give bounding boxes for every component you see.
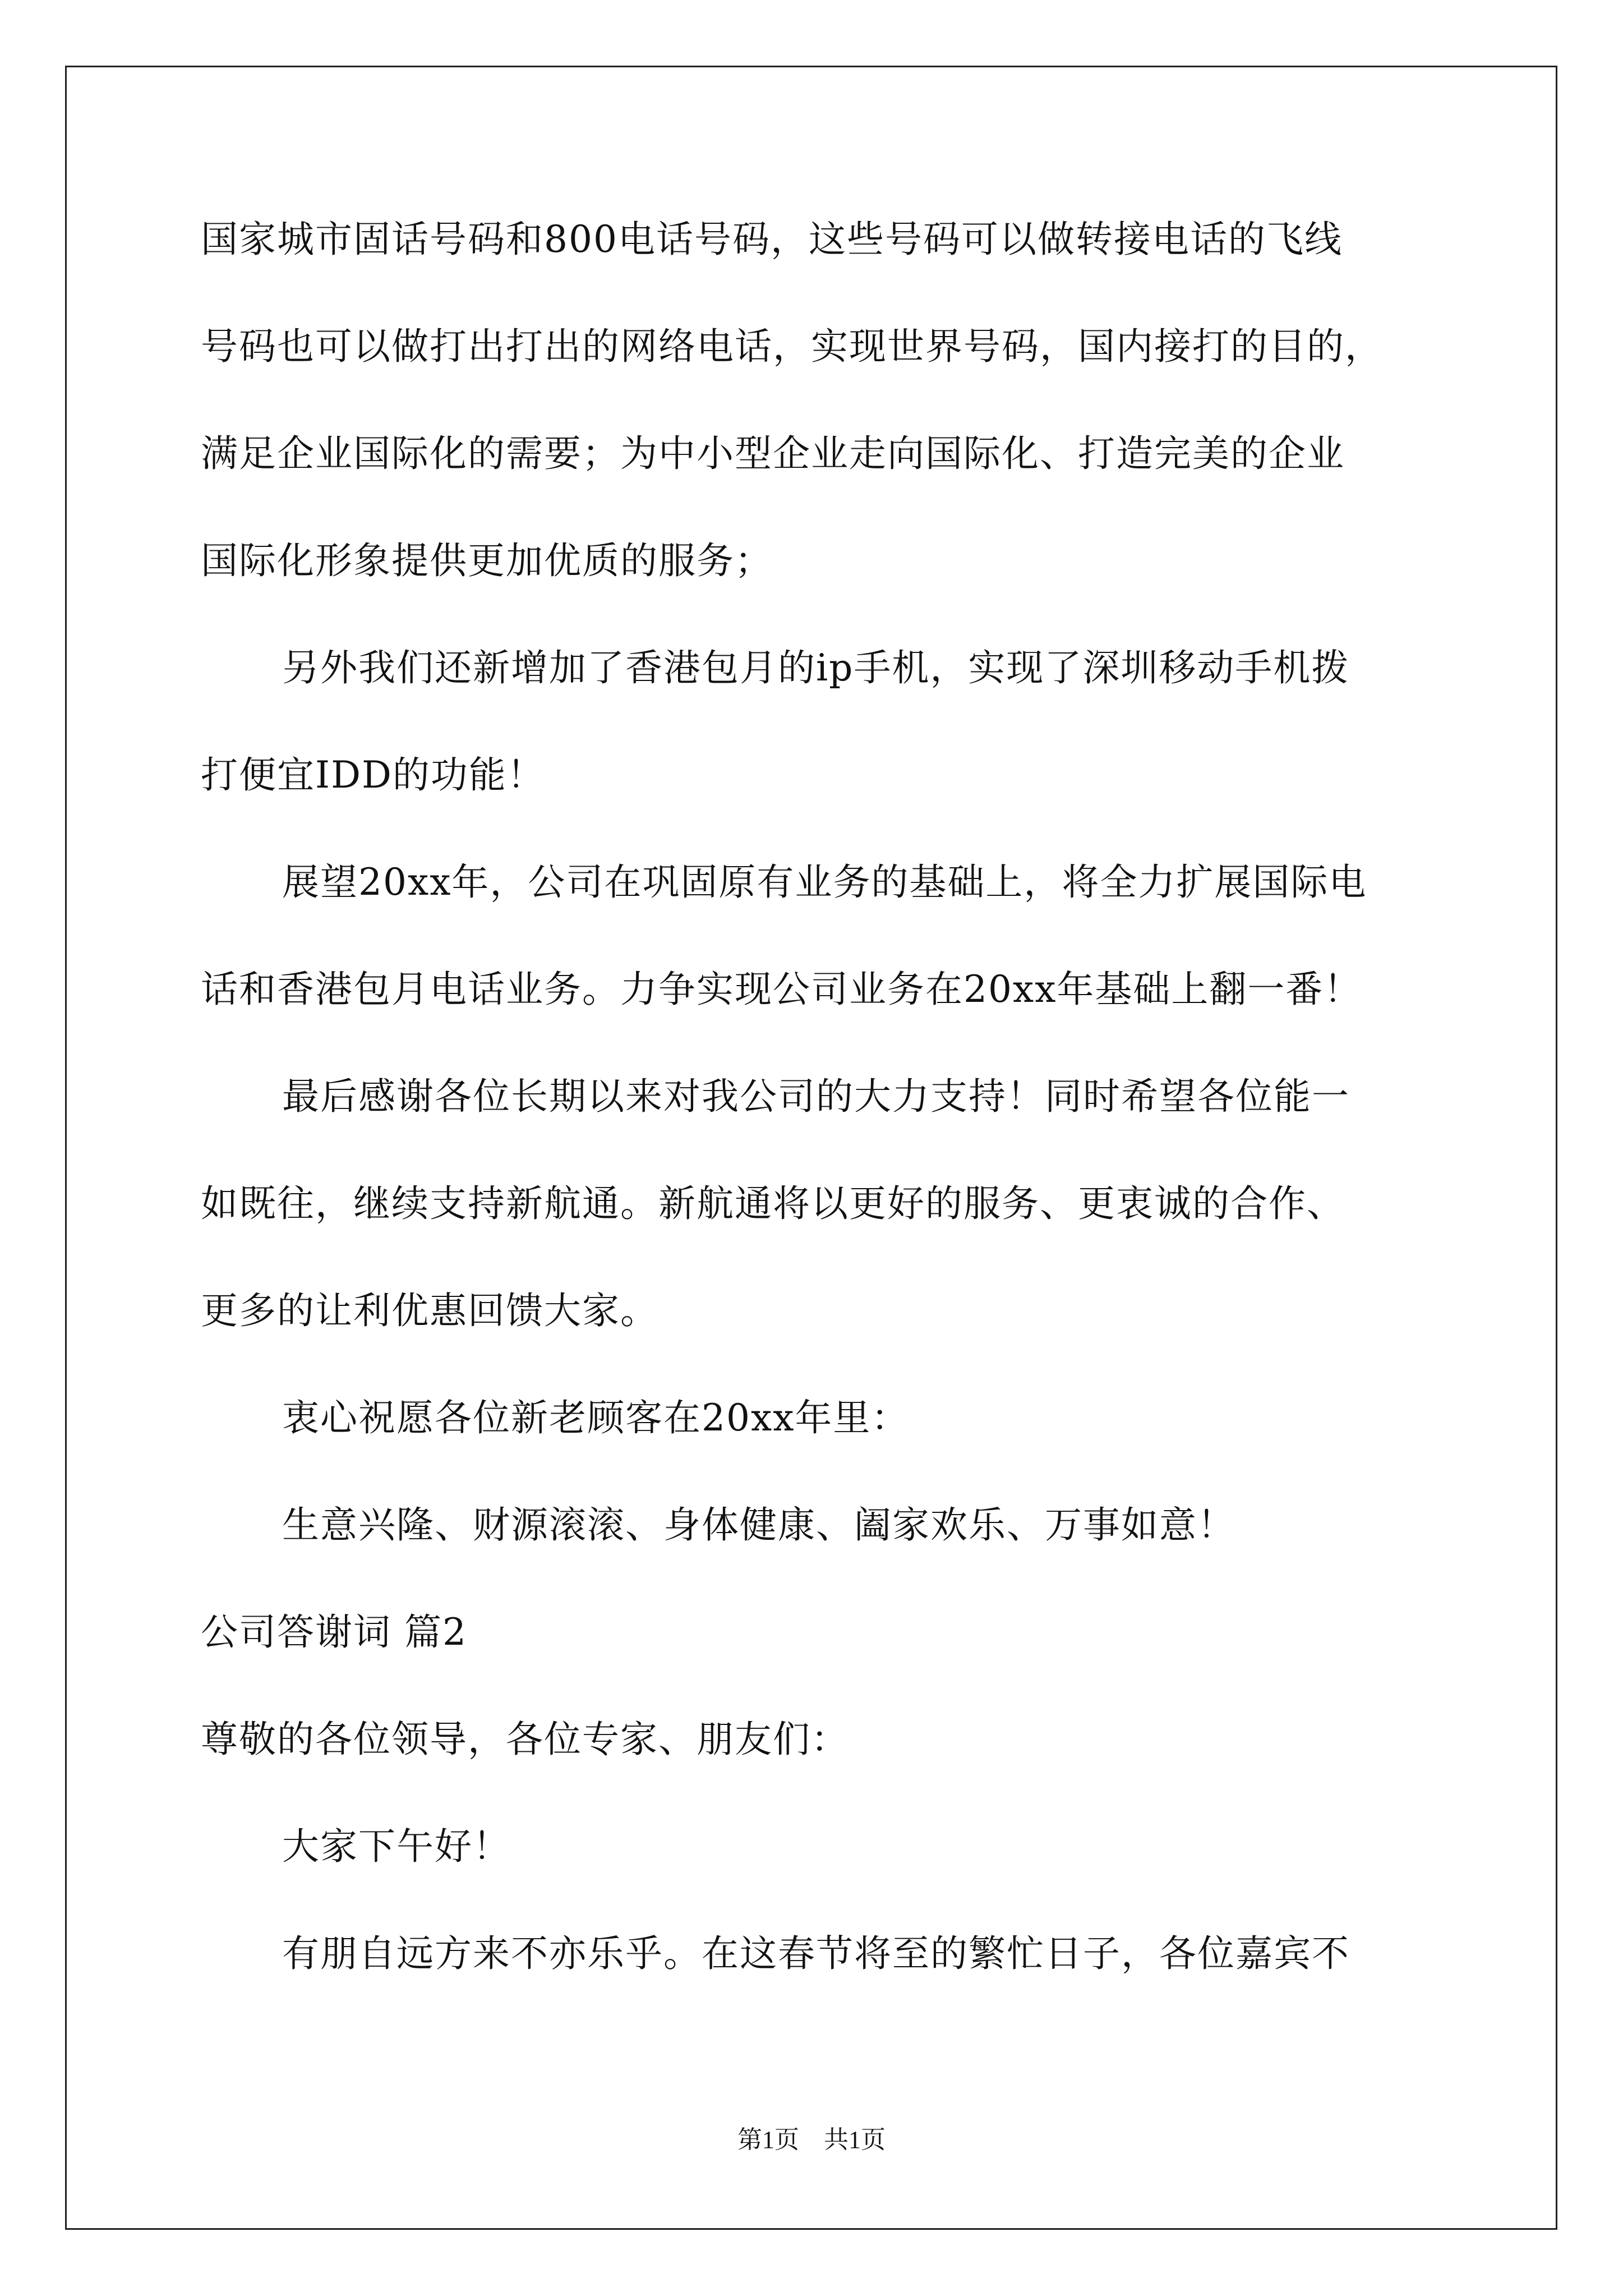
text-line: 另外我们还新增加了香港包月的ip手机，实现了深圳移动手机拨 <box>282 646 1350 689</box>
text-line: 如既往，继续支持新航通。新航通将以更好的服务、更衷诚的合作、 <box>201 1182 1345 1225</box>
text-line: 最后感谢各位长期以来对我公司的大力支持！同时希望各位能一 <box>282 1075 1350 1118</box>
text-line: 打便宜IDD的功能！ <box>201 753 545 797</box>
greeting: 大家下午好！ <box>282 1825 511 1868</box>
text-line: 话和香港包月电话业务。力争实现公司业务在20xx年基础上翻一番！ <box>201 968 1362 1011</box>
section-heading: 公司答谢词 篇2 <box>201 1611 467 1654</box>
text-line: 号码也可以做打出打出的网络电话，实现世界号码，国内接打的目的， <box>201 325 1383 368</box>
salutation: 尊敬的各位领导，各位专家、朋友们： <box>201 1718 849 1761</box>
text-line: 衷心祝愿各位新老顾客在20xx年里： <box>282 1396 910 1439</box>
text-line: 更多的让利优惠回馈大家。 <box>201 1289 658 1332</box>
page-number-footer: 第1页 共1页 <box>737 2126 886 2154</box>
text-line: 国家城市固话号码和800电话号码，这些号码可以做转接电话的飞线 <box>201 218 1343 261</box>
text-line: 国际化形象提供更加优质的服务； <box>201 539 773 582</box>
text-line: 展望20xx年，公司在巩固原有业务的基础上，将全力扩展国际电 <box>282 861 1367 904</box>
text-line: 满足企业国际化的需要；为中小型企业走向国际化、打造完美的企业 <box>201 432 1345 475</box>
text-line: 生意兴隆、财源滚滚、身体健康、阖家欢乐、万事如意！ <box>282 1503 1235 1547</box>
page-border <box>65 66 1557 2230</box>
text-line: 有朋自远方来不亦乐乎。在这春节将至的繁忙日子，各位嘉宾不 <box>282 1932 1350 1975</box>
